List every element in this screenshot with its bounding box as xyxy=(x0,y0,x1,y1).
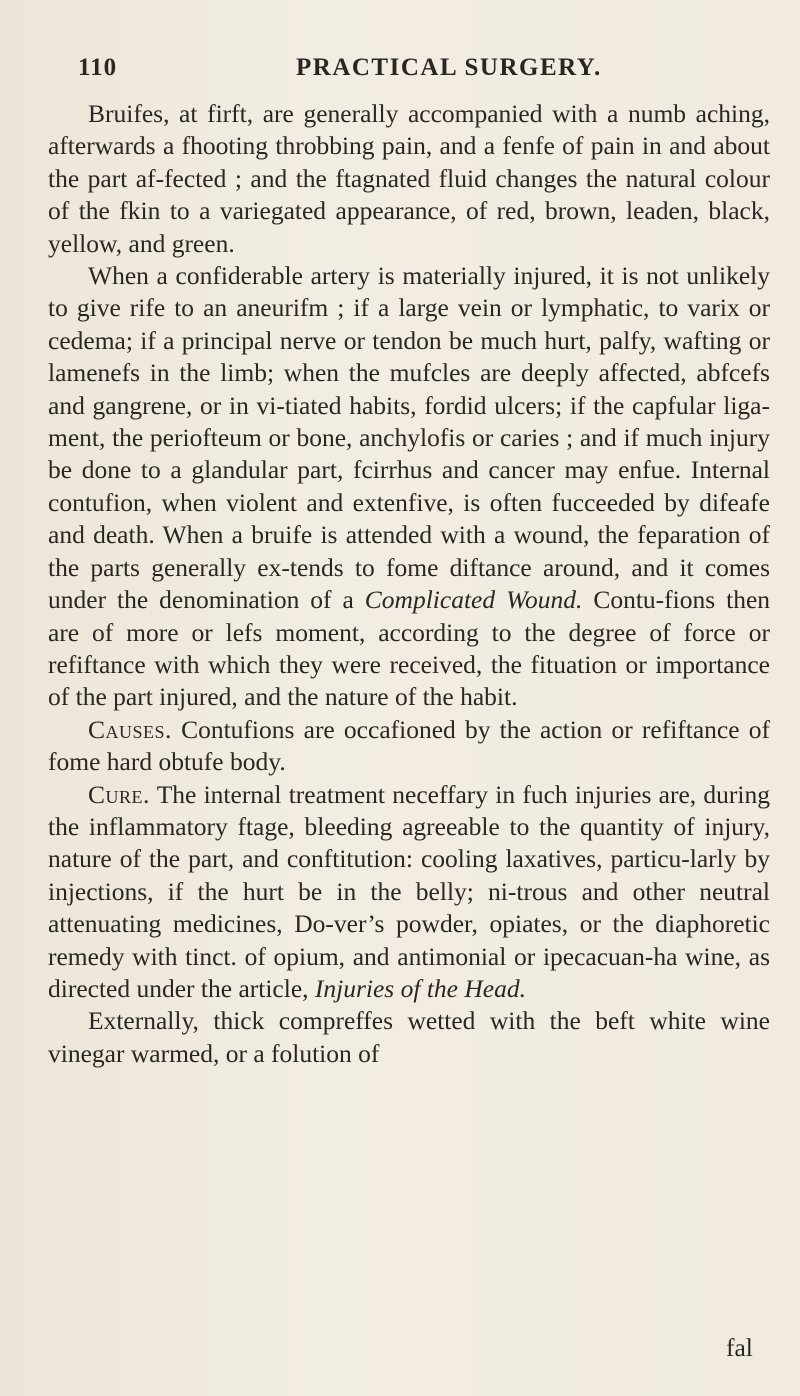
section-lead-causes: Causes. xyxy=(88,714,172,744)
paragraph-text: Externally, thick compreffes wetted with the beft white wine vinegar warmed, or a folution of xyxy=(48,1006,770,1068)
paragraph-causes xyxy=(48,714,770,779)
paragraph-text: Bruifes, at firft, are generally accompanied with a numb aching, afterwards a fhooting throbbing pain, and a fenfe of pain in and about the part af-fected ; and the ftagnated fluid changes the natural colour of the fkin to a variegated appearance, of red, brown, leaden, black, yellow, and green. xyxy=(48,99,770,258)
page-header xyxy=(78,54,778,94)
paragraph-text-continued: Contu-fions then are of more or lefs moment, according to the degree of force or refiftance with which they were received, the fituation or importance of the part injured, and the nature of the habit. xyxy=(48,585,771,712)
page-number: 110 xyxy=(78,54,118,81)
section-lead-cure: Cure. xyxy=(88,779,150,809)
italic-reference: Injuries of the Head. xyxy=(314,973,526,1003)
paragraph-text: When a confiderable artery is materially injured, it is not unlikely to give rife to an aneurifm ; if a large vein or lymphatic, to varix or cedema; if a principal nerve or tendon be much hurt, palfy, wafting or lamenefs in the limb; when the mufcles are deeply affected, abfcefs and gangrene, or in vi-tiated habits, fordid ulcers; if the capfular liga-ment, the periofteum or bone, anchylofis or caries ; and if much injury be done to a glandular part, fcirrhus and cancer may enfue. Internal contufion, when violent and extenfive, is often fucceeded by difeafe and death. When a bruife is attended with a wound, the feparation of the parts generally ex-tends to fome diftance around, and it comes under the denomination of a xyxy=(48,261,770,615)
paragraph-externally xyxy=(48,1005,770,1070)
paragraph-bruises xyxy=(48,98,770,260)
running-head: PRACTICAL SURGERY. xyxy=(296,54,602,81)
italic-term: Complicated Wound. xyxy=(364,585,583,615)
paragraph-cure xyxy=(48,779,770,1006)
paragraph-text: The internal treatment neceffary in fuch injuries are, during the inflammatory ftage, bleeding agreeable to the quantity of injury, nature of the part, and conftitution: cooling laxatives, particu-larly by injections, if the hurt be in the belly; ni-trous and other neutral attenuating medicines, Do-ver’s powder, opiates, or the diaphoretic remedy with tinct. of opium, and antimonial or ipecacuan-ha wine, as directed under the article, xyxy=(48,779,770,1003)
paragraph-artery xyxy=(48,260,770,714)
catch-word: fal xyxy=(726,1333,753,1362)
paragraph-text: Contufions are occafioned by the action or refiftance of fome hard obtufe body. xyxy=(48,714,770,777)
body-text xyxy=(48,98,770,1070)
